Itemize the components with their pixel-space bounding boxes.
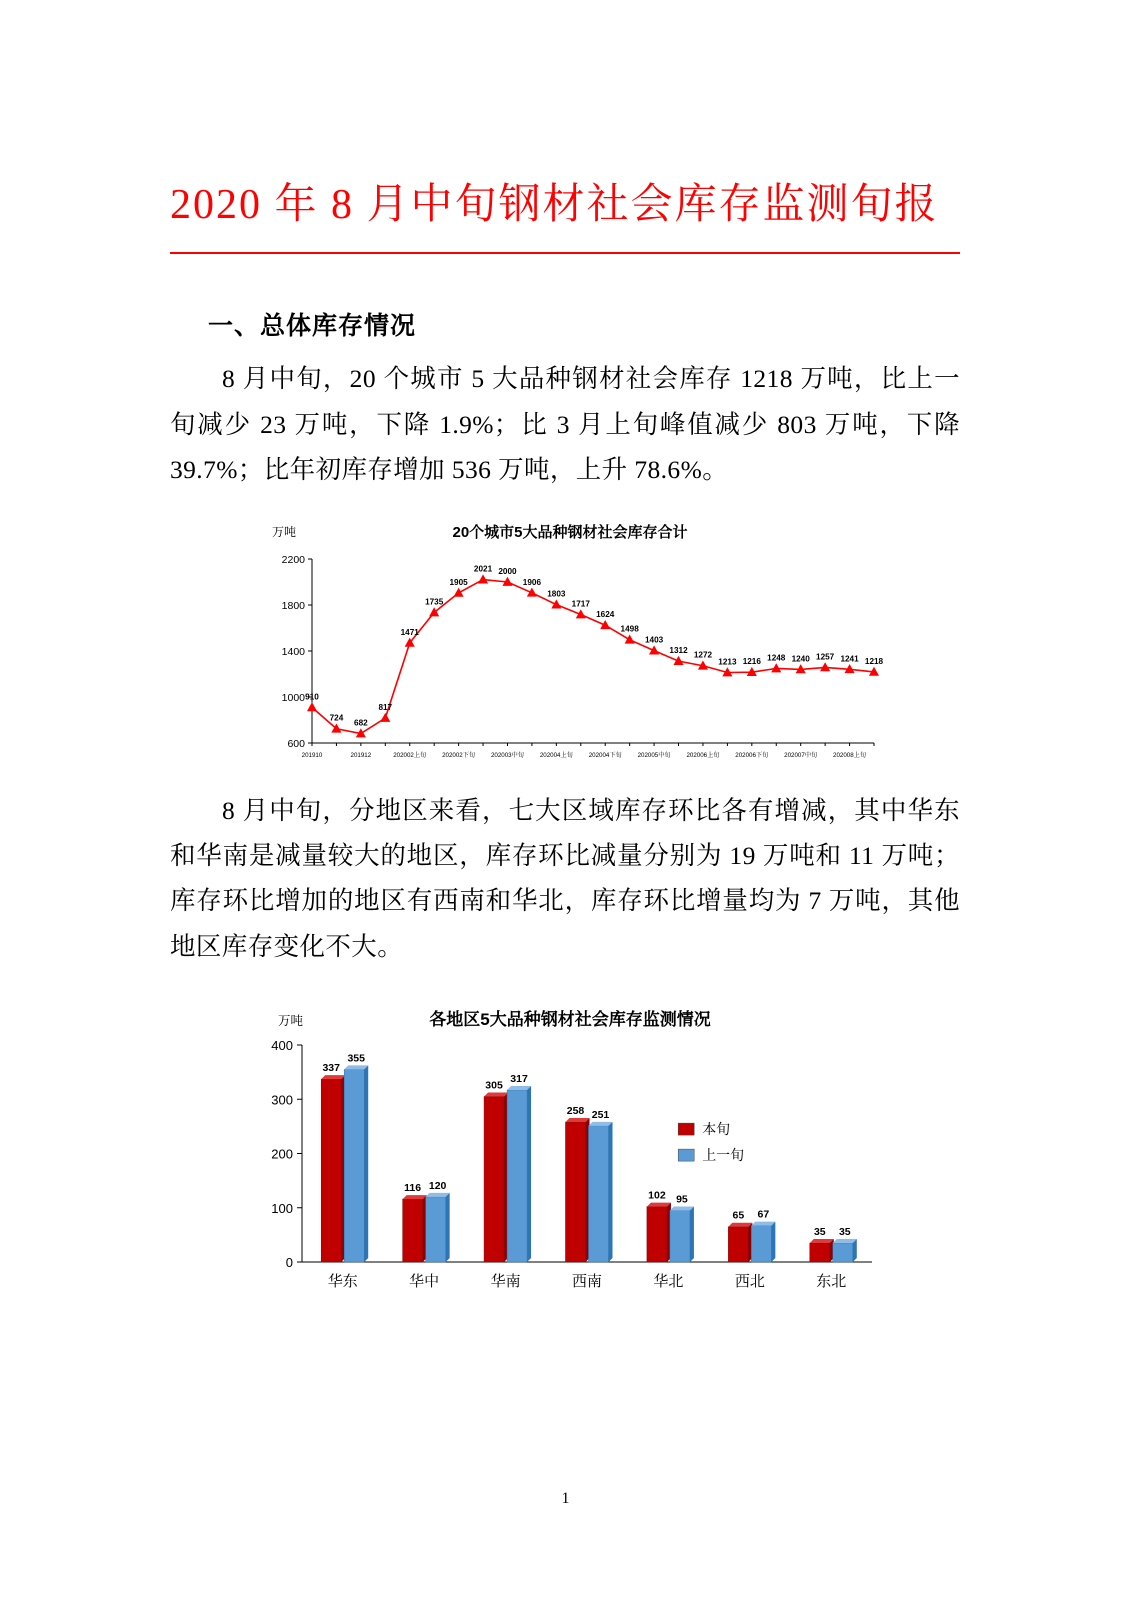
svg-text:1257: 1257 [816,651,835,661]
chart2-title: 各地区5大品种钢材社会库存监测情况 [429,1010,711,1030]
svg-text:258: 258 [566,1105,585,1118]
svg-text:1213: 1213 [718,657,737,667]
svg-text:西北: 西北 [734,1273,765,1291]
svg-text:1240: 1240 [791,653,810,663]
chart2-plot [240,1029,900,1304]
svg-text:1905: 1905 [449,577,468,587]
svg-text:1248: 1248 [767,652,786,662]
svg-text:华南: 华南 [490,1273,521,1291]
svg-text:67: 67 [757,1208,770,1221]
svg-text:202005中旬: 202005中旬 [637,751,671,759]
svg-text:1498: 1498 [620,624,639,634]
svg-text:100: 100 [271,1200,293,1216]
svg-text:2000: 2000 [498,566,517,576]
svg-text:1312: 1312 [669,645,688,655]
page-number: 1 [561,1490,570,1507]
section-heading: 一、总体库存情况 [208,313,417,341]
svg-text:202006上旬: 202006上旬 [686,751,720,759]
svg-text:1216: 1216 [742,656,761,666]
svg-text:1272: 1272 [693,650,713,660]
svg-text:202004上旬: 202004上旬 [539,751,573,759]
svg-text:200: 200 [271,1146,293,1162]
svg-text:251: 251 [591,1108,610,1121]
svg-text:202008上旬: 202008上旬 [833,751,867,759]
chart2-unit-label: 万吨 [278,1014,304,1029]
svg-text:1906: 1906 [522,577,542,587]
page-title: 2020 年 8 月中旬钢材社会库存监测旬报 [170,182,939,228]
svg-text:2200: 2200 [281,553,305,566]
paragraph-regional-inventory: 8 月中旬，分地区来看，七大区域库存环比各有增减，其中华东和华南是减量较大的地区，库存环比减量分别为 19 万吨和 11 万吨；库存环比增加的地区有西南和华北，库存环比增量均为 7 万吨，其他地区库存变化不大。 [170,795,960,961]
svg-text:35: 35 [838,1226,851,1239]
svg-text:910: 910 [305,691,319,701]
svg-text:337: 337 [322,1062,340,1075]
svg-text:120: 120 [428,1179,447,1192]
svg-text:600: 600 [287,737,305,750]
svg-text:202007中旬: 202007中旬 [784,751,818,759]
svg-text:102: 102 [648,1189,666,1202]
svg-text:682: 682 [354,718,368,728]
document-body [170,180,960,1305]
svg-text:1000: 1000 [281,691,305,704]
svg-text:202003中旬: 202003中旬 [490,751,524,759]
svg-text:西南: 西南 [571,1273,603,1291]
svg-text:202006下旬: 202006下旬 [735,751,769,759]
svg-text:355: 355 [347,1052,365,1065]
paragraph-overall-inventory: 8 月中旬，20 个城市 5 大品种钢材社会库存 1218 万吨，比上一旬减少 23 万吨，下降 1.9%；比 3 月上旬峰值减少 803 万吨，下降 39.7%；比年初库存增加 536 万吨，上升 78.6%。 [170,364,960,485]
svg-text:201910: 201910 [301,751,323,759]
svg-text:1800: 1800 [281,599,305,612]
svg-text:2021: 2021 [473,564,493,574]
svg-text:202002上旬: 202002上旬 [393,751,427,759]
svg-text:116: 116 [404,1182,422,1195]
svg-text:817: 817 [378,702,393,712]
svg-text:1624: 1624 [596,609,615,619]
svg-text:724: 724 [329,713,344,723]
chart1-unit-label: 万吨 [272,524,297,539]
svg-text:0: 0 [285,1255,293,1271]
svg-text:305: 305 [485,1079,503,1092]
svg-text:东北: 东北 [816,1273,847,1291]
svg-text:202002下旬: 202002下旬 [442,751,476,759]
chart1-plot [250,541,890,771]
svg-text:35: 35 [813,1226,826,1239]
svg-text:本旬: 本旬 [702,1121,731,1138]
svg-text:1471: 1471 [400,627,419,637]
svg-text:201912: 201912 [350,751,372,759]
svg-text:1803: 1803 [547,589,566,599]
svg-text:400: 400 [271,1038,293,1054]
svg-text:317: 317 [510,1073,528,1086]
svg-text:上一旬: 上一旬 [702,1147,745,1164]
svg-text:1403: 1403 [644,635,664,645]
svg-text:1717: 1717 [571,599,590,609]
svg-text:95: 95 [676,1193,688,1206]
svg-text:1218: 1218 [864,656,884,666]
svg-text:华北: 华北 [653,1273,684,1291]
svg-text:1400: 1400 [281,645,305,658]
svg-text:1735: 1735 [425,596,444,606]
svg-text:华东: 华东 [327,1273,358,1291]
title-divider [170,252,960,254]
svg-text:65: 65 [732,1209,745,1222]
chart-regional-inventory [240,1005,900,1305]
chart-total-inventory [250,519,890,774]
svg-text:1241: 1241 [840,653,859,663]
chart1-title: 20个城市5大品种钢材社会库存合计 [452,523,688,541]
svg-text:华中: 华中 [409,1273,440,1291]
svg-text:300: 300 [271,1092,293,1108]
svg-text:202004下旬: 202004下旬 [588,751,622,759]
